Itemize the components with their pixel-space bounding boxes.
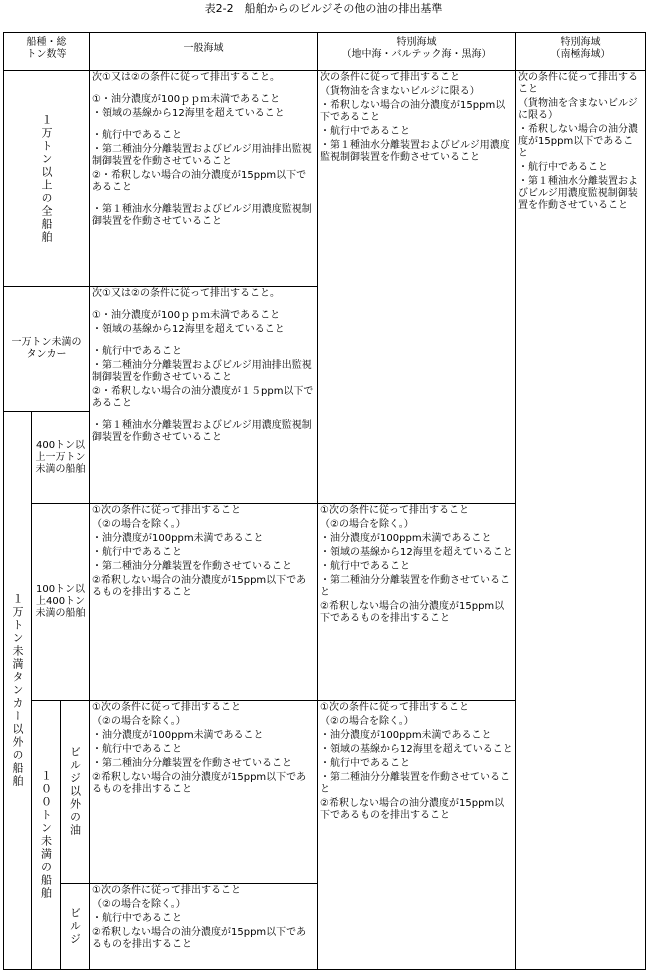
text-line: ・第二種油分分離装置を作動させていること (320, 575, 511, 598)
row-label-tanker-under-10000t: 一万トン未満のタンカー (4, 287, 90, 412)
text-line: ・領域の基線から12海里を超えていること (320, 547, 513, 558)
general-100t-400t (90, 504, 318, 701)
text-line: ・第１種油水分離装置およびビルジ用濃度監視制御装置を作動させていること (92, 204, 312, 227)
text-line: ①・油分濃度が100ｐｐｍ未満であること (92, 94, 281, 105)
text-line: ・航行中であること (92, 130, 183, 141)
text-line: ・航行中であること (320, 126, 411, 137)
row-label-400t-10000t: 400トン以上一万トン未満の船舶 (32, 412, 90, 504)
header-special-sea: 特別海域 （地中海・バルテック海・黒海） (318, 33, 516, 71)
text-line: 次①又は②の条件に従って排出すること。 (92, 288, 280, 299)
text-line (92, 412, 315, 420)
text-line: ・航行中であること (92, 547, 183, 558)
text-line: ②希釈しない場合の油分濃度が15ppm以下であるものを排出すること (92, 575, 307, 598)
text-line: ・領域の基線から12海里を超えていること (320, 744, 513, 755)
text-line: ・希釈しない場合の油分濃度が15ppm以下であること (320, 100, 506, 123)
general-over-10000t (90, 71, 318, 287)
general-text-block (90, 71, 317, 228)
antarctic-all-ships (516, 71, 646, 970)
text-line: （貨物油を含まないビルジに限る） (518, 98, 638, 121)
text-line: ・領域の基線から12海里を超えていること (92, 324, 285, 335)
header-general-sea: 一般海域 (90, 33, 318, 71)
text-line: （②の場合を除く。） (92, 716, 186, 727)
general-under-100t (90, 701, 318, 970)
text-line: （貨物油を含まないビルジに限る） (320, 86, 480, 97)
discharge-standards-table (3, 32, 646, 970)
header-ship-type: 船種・総 トン数等 (4, 33, 90, 71)
text-line: ①次の条件に従って排出すること (320, 702, 469, 713)
text-line: ・航行中であること (320, 758, 411, 769)
text-line: ②希釈しない場合の油分濃度が15ppm以下であるものを排出すること (92, 926, 307, 950)
text-line (92, 86, 315, 94)
text-line: ②希釈しない場合の油分濃度が15ppm以下であるものを排出すること (320, 601, 505, 624)
table-title: 表2-2 船舶からのビルジその他の油の排出基準 (204, 2, 443, 15)
text-line: ・航行中であること (320, 561, 411, 572)
text-line: （②の場合を除く。） (92, 898, 186, 910)
row-label-non-bilge-oil: ビルジ以外の油 (61, 701, 89, 883)
text-line: ・油分濃度が100ppm未満であること (92, 730, 264, 741)
text-line: ②希釈しない場合の油分濃度が15ppm以下であるものを排出すること (320, 798, 505, 821)
general-tanker-and-400t (90, 287, 318, 504)
special-over-10000t (318, 71, 516, 504)
text-line: ・第二種油分分離装置およびビルジ用油排出監視制御装置を作動させていること (92, 360, 312, 383)
text-line: （②の場合を除く。） (320, 716, 414, 727)
header-antarctic-sea: 特別海域 （南極海域） (516, 33, 646, 71)
text-line: ・航行中であること (92, 744, 183, 755)
text-line: ②希釈しない場合の油分濃度が15ppm以下であるものを排出すること (92, 772, 307, 795)
special-100t-400t (318, 504, 516, 701)
text-line: ・第二種油分分離装置およびビルジ用油排出監視制御装置を作動させていること (92, 144, 312, 167)
text-line: ・第二種油分分離装置を作動させていること (92, 758, 293, 769)
text-line: ・油分濃度が100ppm未満であること (92, 533, 264, 544)
text-line: 次の条件に従って排出すること (518, 72, 639, 95)
sub-labels-under-100t (61, 701, 90, 970)
text-line: ・第１種油水分離装置およびビルジ用濃度監視制御装置を作動させていること (518, 176, 639, 211)
side-label-non-tanker: １万トン未満タンカー以外の船舶 (4, 412, 32, 970)
text-line: ①次の条件に従って排出すること (92, 505, 241, 516)
text-line: ①・油分濃度が100ｐｐｍ未満であること (92, 310, 281, 321)
text-line: （②の場合を除く。） (92, 519, 186, 530)
text-line: ・第二種油分分離装置を作動させていること (320, 772, 511, 795)
text-line: 次①又は②の条件に従って排出すること。 (92, 72, 280, 83)
text-line: ②・希釈しない場合の油分濃度が15ppm以下であること (92, 170, 307, 193)
text-line: ・第１種油水分離装置およびビルジ用濃度監視制御装置を作動させていること (320, 140, 510, 163)
row-label-bilge: ビルジ (68, 906, 82, 946)
text-line: ・航行中であること (92, 346, 183, 357)
text-line: ・油分濃度が100ppm未満であること (320, 533, 492, 544)
text-line: ・希釈しない場合の油分濃度が15ppm以下であること (518, 124, 639, 159)
text-line (92, 302, 315, 310)
text-line: （②の場合を除く。） (320, 519, 414, 530)
row-label-under-100t: １００トン未満の船舶 (32, 701, 61, 970)
text-line: ・第二種油分分離装置を作動させていること (92, 561, 293, 572)
special-under-100t (318, 701, 516, 970)
text-line: ・航行中であること (92, 912, 183, 924)
row-label-over-10000t: １万トン以上の全船舶 (4, 71, 90, 287)
text-line: ①次の条件に従って排出すること (320, 505, 469, 516)
text-line: ②・希釈しない場合の油分濃度が１５ppm以下であること (92, 386, 314, 409)
text-line: ・航行中であること (518, 162, 609, 173)
text-line: ・油分濃度が100ppm未満であること (320, 730, 492, 741)
row-label-100t-400t: 100トン以上400トン未満の船舶 (32, 504, 90, 701)
text-line: ・第１種油水分離装置およびビルジ用濃度監視制御装置を作動させていること (92, 420, 312, 443)
text-line: ①次の条件に従って排出すること (92, 702, 241, 713)
text-line: ・領域の基線から12海里を超えていること (92, 108, 285, 119)
text-line (92, 196, 315, 204)
text-line (92, 338, 315, 346)
text-line: 次の条件に従って排出すること (320, 72, 461, 83)
text-line (92, 122, 315, 130)
text-line: ①次の条件に従って排出すること (92, 884, 241, 896)
